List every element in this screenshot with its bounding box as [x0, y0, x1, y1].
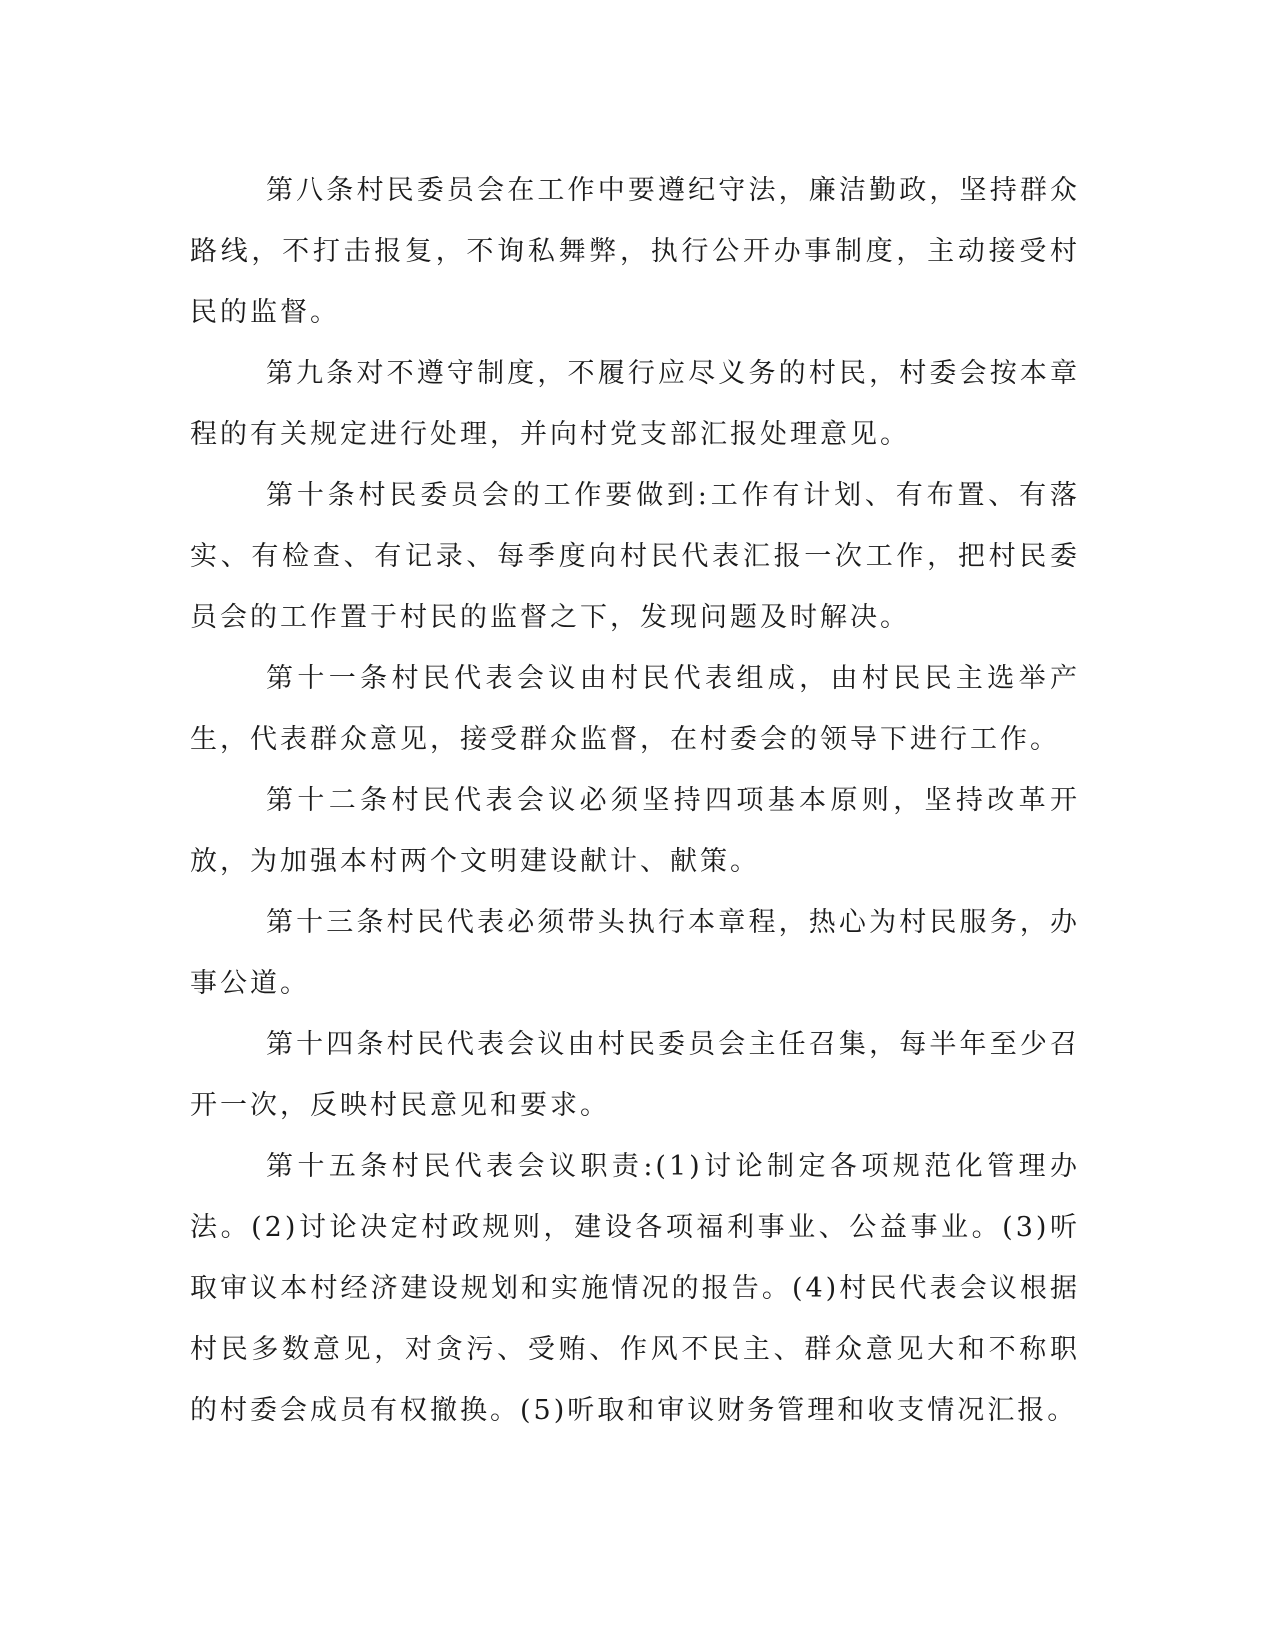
- article-14-paragraph: 第十四条村民代表会议由村民委员会主任召集，每半年至少召开一次，反映村民意见和要求。: [190, 1029, 1080, 1121]
- article-12-paragraph: 第十二条村民代表会议必须坚持四项基本原则，坚持改革开放，为加强本村两个文明建设献计、献策。: [190, 785, 1080, 877]
- article-8-paragraph: 第八条村民委员会在工作中要遵纪守法，廉洁勤政，坚持群众路线，不打击报复，不询私舞弊，执行公开办事制度，主动接受村民的监督。: [190, 175, 1080, 328]
- article-10-paragraph: 第十条村民委员会的工作要做到:工作有计划、有布置、有落实、有检查、有记录、每季度向村民代表汇报一次工作，把村民委员会的工作置于村民的监督之下，发现问题及时解决。: [190, 480, 1080, 633]
- article-9-paragraph: 第九条对不遵守制度，不履行应尽义务的村民，村委会按本章程的有关规定进行处理，并向村党支部汇报处理意见。: [190, 358, 1080, 450]
- article-15-paragraph: 第十五条村民代表会议职责:(1)讨论制定各项规范化管理办法。(2)讨论决定村政规则，建设各项福利事业、公益事业。(3)听取审议本村经济建设规划和实施情况的报告。(4)村民代表会议根据村民多数意见，对贪污、受贿、作风不民主、群众意见大和不称职的村委会成员有权撤换。(5)听取和审议财务管理和收支情况汇报。: [190, 1151, 1080, 1426]
- article-11-paragraph: 第十一条村民代表会议由村民代表组成，由村民民主选举产生，代表群众意见，接受群众监督，在村委会的领导下进行工作。: [190, 663, 1080, 755]
- article-13-paragraph: 第十三条村民代表必须带头执行本章程，热心为村民服务，办事公道。: [190, 907, 1080, 999]
- document-body: [190, 160, 1080, 1441]
